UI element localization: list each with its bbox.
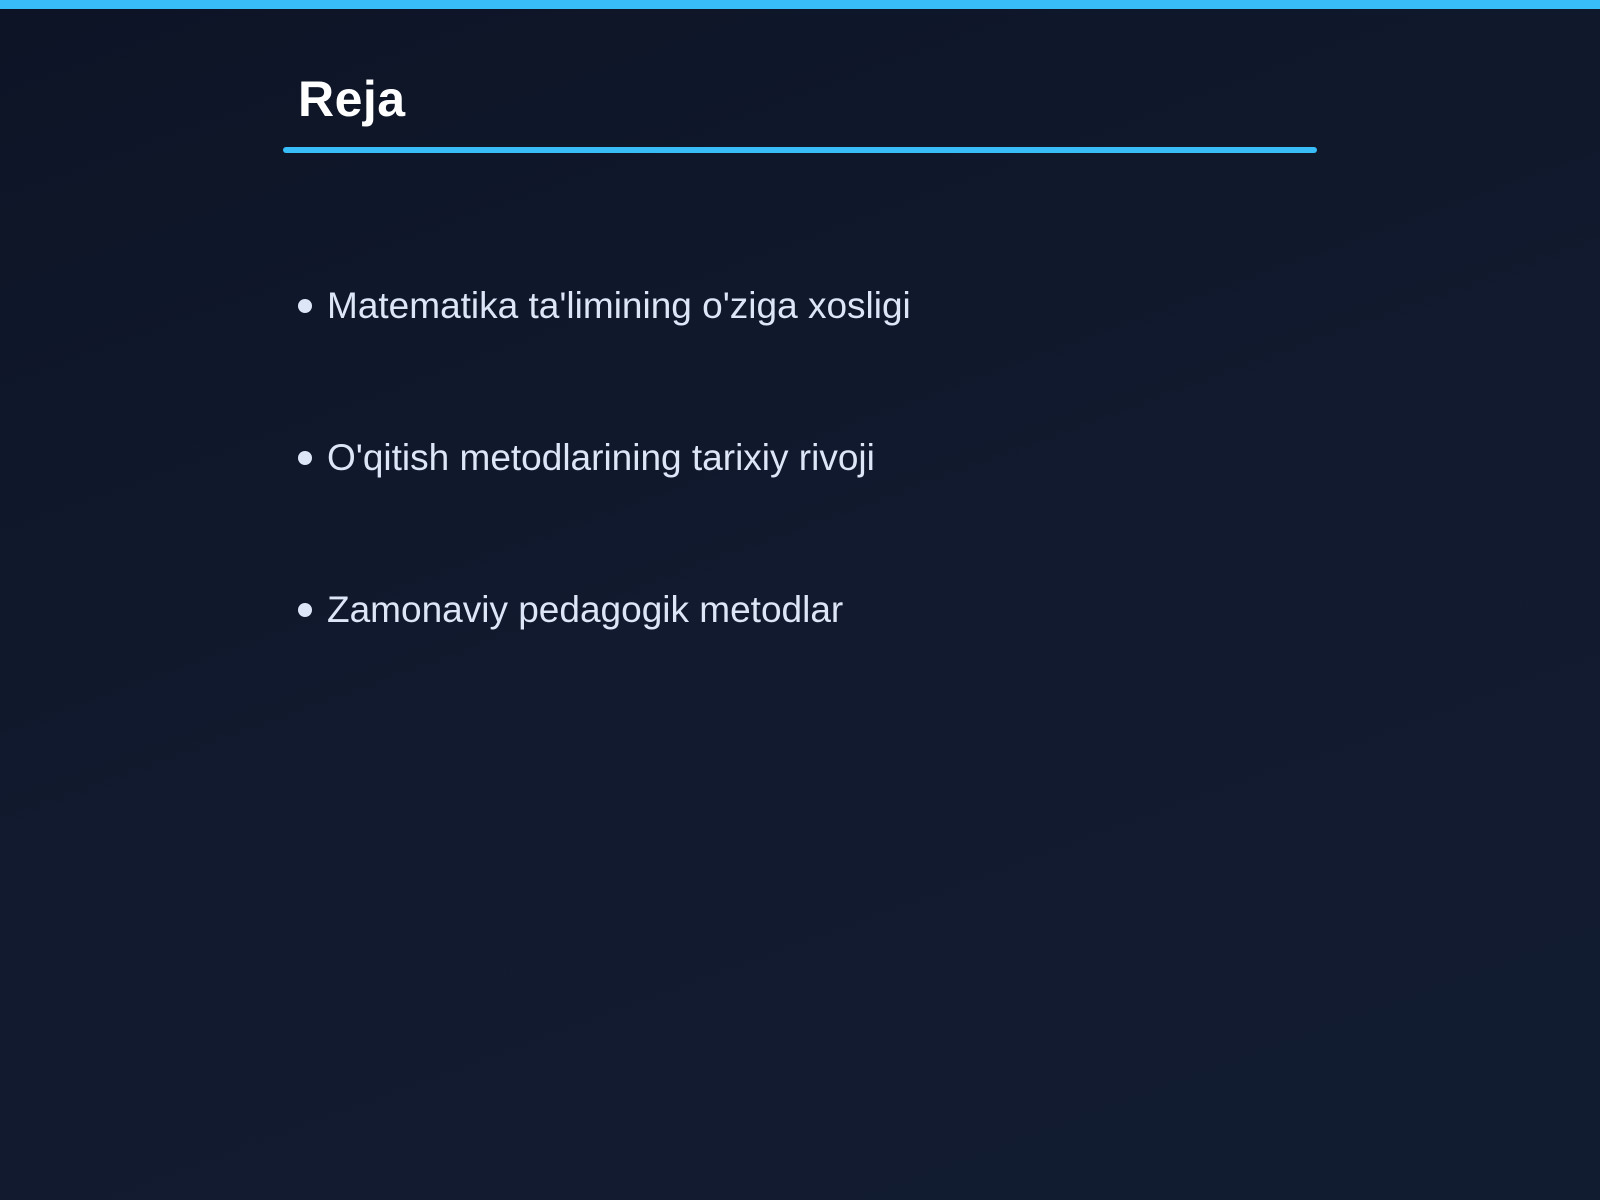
bullet-text: Matematika ta'limining o'ziga xosligi (327, 284, 911, 326)
slide-title: Reja (298, 71, 406, 127)
bullet-list (298, 280, 911, 736)
list-item (298, 432, 911, 484)
top-accent-bar (0, 0, 1600, 9)
bullet-dot-icon (298, 451, 312, 465)
bullet-text: Zamonaviy pedagogik metodlar (327, 588, 844, 630)
list-item (298, 280, 911, 332)
bullet-dot-icon (298, 603, 312, 617)
title-underline (283, 147, 1317, 153)
bullet-text: O'qitish metodlarining tarixiy rivoji (327, 436, 875, 478)
list-item (298, 584, 911, 636)
bullet-dot-icon (298, 299, 312, 313)
